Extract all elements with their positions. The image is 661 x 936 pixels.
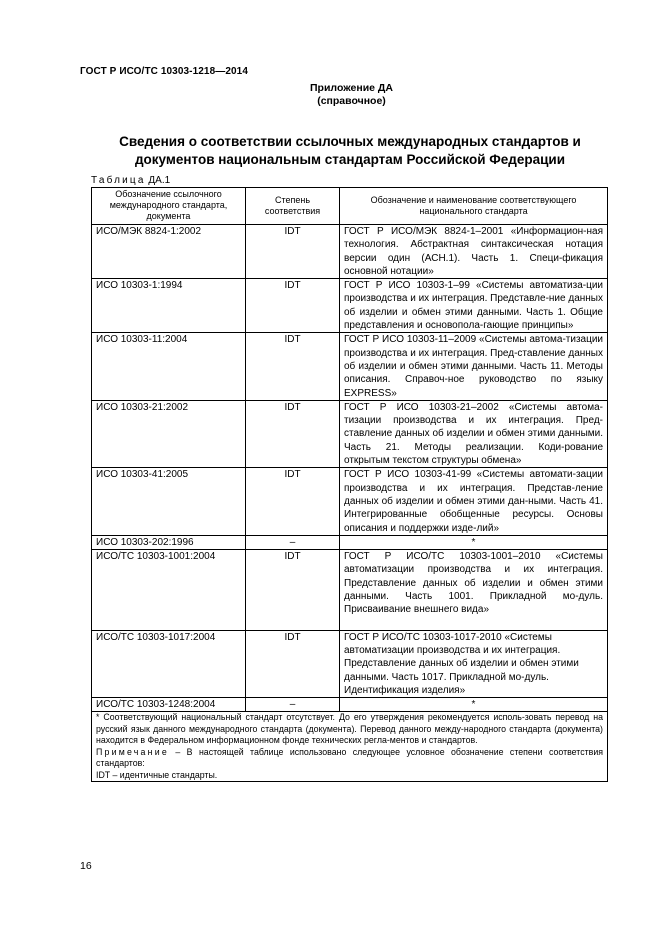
national-standard-cell: ГОСТ Р ИСО/ТС 10303-1001–2010 «Системы автоматизации производства и их интеграция. Представление данных об изделии и обмен этими данными. Часть 1001. Прикладной мо-дуль. Присваивание внешнего вида» (340, 550, 608, 630)
header-reference-standard: Обозначение ссылочного международного стандарта, документа (92, 188, 246, 225)
national-standard-cell: ГОСТ Р ИСО/МЭК 8824-1–2001 «Информацион-ная технология. Абстрактная синтаксическая нотация версии один (АСН.1). Часть 1. Специ-фикация основной нотации» (340, 225, 608, 279)
table-caption-word: Таблица (91, 175, 146, 186)
degree-cell: – (246, 535, 340, 549)
reference-cell: ИСО 10303-41:2005 (92, 468, 246, 535)
appendix-type: (справочное) (317, 95, 386, 107)
table-footnote-row (92, 712, 608, 782)
reference-cell: ИСО 10303-11:2004 (92, 333, 246, 400)
national-standard-cell: * (340, 698, 608, 712)
national-standard-cell: ГОСТ Р ИСО 10303-11–2009 «Системы автома-тизации производства и их интеграция. Пред-ставление данных об изделии и обмен этими данными. Часть 11. Методы описания. Справоч-ное руководство по языку EXPRESS» (340, 333, 608, 400)
reference-cell: ИСО 10303-21:2002 (92, 400, 246, 467)
table-row (92, 698, 608, 712)
reference-cell: ИСО/ТС 10303-1017:2004 (92, 630, 246, 697)
degree-cell: IDT (246, 400, 340, 467)
reference-cell: ИСО/ТС 10303-1001:2004 (92, 550, 246, 630)
section-title (95, 133, 605, 169)
footnote-asterisk: * Соответствующий национальный стандарт отсутствует. До его утверждения рекомендуется исполь-зовать перевод на русский язык данного международного стандарта (документа). Перевод данного между-народного стандарта (документа) находится в Федеральном информационном фонде технических регла-ментов и стандартов. (96, 712, 603, 746)
reference-cell: ИСО 10303-202:1996 (92, 535, 246, 549)
table-row (92, 333, 608, 400)
section-title-line-2: документов национальным стандартам Российской Федерации (134, 152, 566, 167)
degree-cell: IDT (246, 279, 340, 333)
page-number: 16 (80, 860, 92, 872)
footnote-note (96, 747, 603, 770)
appendix-title: Приложение ДА (310, 82, 393, 94)
national-standard-cell: ГОСТ Р ИСО/ТС 10303-1017-2010 «Системы автоматизации производства и их интеграция. Представление данных об изделии и обмен этими данными. Часть 1017. Прикладной мо-дуль. Идентификация изделия» (340, 630, 608, 697)
note-text: – В настоящей таблице использовано следующее условное обозначение степени соответствия стандартов: (96, 746, 603, 769)
header-national-standard: Обозначение и наименование соответствующего национального стандарта (340, 188, 608, 225)
degree-cell: – (246, 698, 340, 712)
section-title-line-1: Сведения о соответствии ссылочных международных стандартов и (119, 134, 581, 149)
degree-cell: IDT (246, 468, 340, 535)
degree-cell: IDT (246, 225, 340, 279)
reference-cell: ИСО/ТС 10303-1248:2004 (92, 698, 246, 712)
appendix-heading (0, 82, 661, 108)
table-row (92, 468, 608, 535)
footnote-idt: IDT – идентичные стандарты. (96, 769, 218, 780)
note-label: Примечание (96, 746, 169, 757)
correspondence-table (91, 187, 608, 782)
table-row (92, 400, 608, 467)
degree-cell: IDT (246, 333, 340, 400)
header-degree: Степень соответствия (246, 188, 340, 225)
table-caption (91, 175, 170, 186)
degree-cell: IDT (246, 630, 340, 697)
reference-cell: ИСО 10303-1:1994 (92, 279, 246, 333)
table-row (92, 630, 608, 697)
table-caption-number: ДА.1 (148, 175, 171, 186)
table-footnote (92, 712, 608, 782)
national-standard-cell: ГОСТ Р ИСО 10303-21–2002 «Системы автома-тизации производства и их интеграция. Пред-ставление данных об изделии и обмен этими данными. Часть 21. Методы реализации. Коди-рование открытым текстом структуры обмена» (340, 400, 608, 467)
national-standard-cell: ГОСТ Р ИСО 10303-41-99 «Системы автомати-зации производства и их интеграция. Представ-ление данных об изделии и обмен этими дан-ными. Часть 41. Интегрированные обобщенные ресурсы. Основы описания и поддержки изде-лий» (340, 468, 608, 535)
national-standard-cell: * (340, 535, 608, 549)
degree-cell: IDT (246, 550, 340, 630)
document-header: ГОСТ Р ИСО/ТС 10303-1218—2014 (80, 66, 248, 77)
table-row (92, 550, 608, 630)
table-row (92, 535, 608, 549)
national-standard-cell: ГОСТ Р ИСО 10303-1–99 «Системы автоматиза-ции производства и их интеграция. Представле-ние данных об изделии и обмен этими данными. Часть 1. Общие представления и основопола-гающие принципы» (340, 279, 608, 333)
table-row (92, 225, 608, 279)
reference-cell: ИСО/МЭК 8824-1:2002 (92, 225, 246, 279)
table-row (92, 279, 608, 333)
table-header-row (92, 188, 608, 225)
